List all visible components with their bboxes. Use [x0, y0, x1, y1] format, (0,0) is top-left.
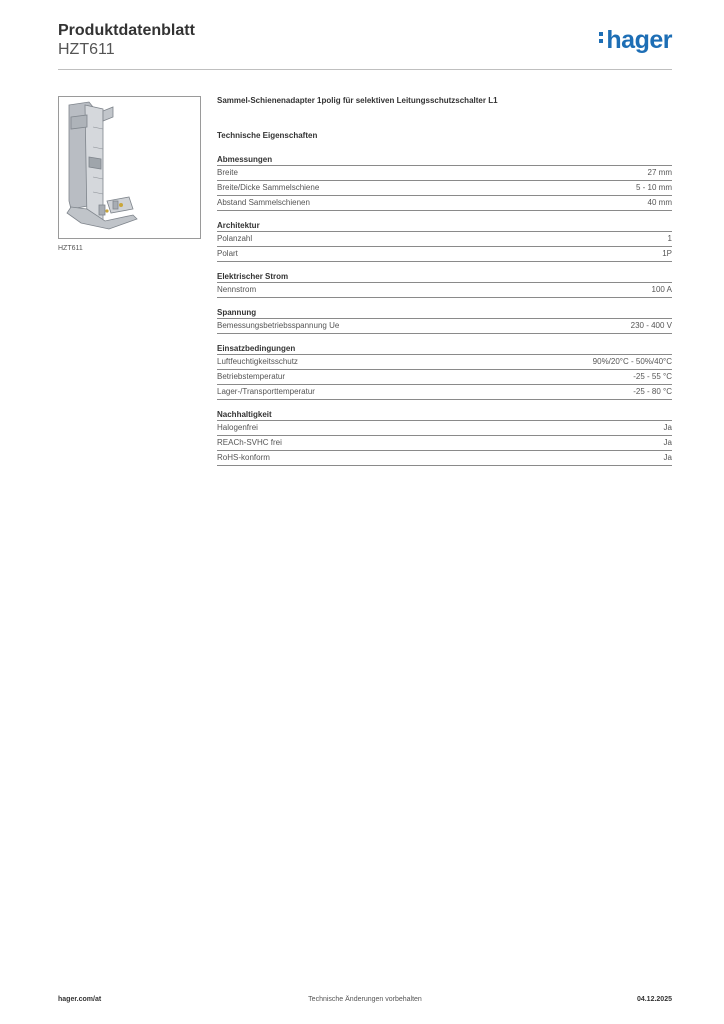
- section-title: Abmessungen: [217, 154, 672, 166]
- product-code: HZT611: [58, 41, 115, 58]
- image-caption: HZT611: [58, 245, 83, 252]
- spec-value: 5 - 10 mm: [635, 183, 672, 192]
- spec-row: [217, 232, 672, 247]
- spec-value: 90%/20°C - 50%/40°C: [592, 357, 672, 366]
- spec-section: [217, 307, 672, 334]
- hager-logo: [599, 26, 672, 55]
- spec-label: Polart: [217, 249, 238, 258]
- spec-label: Breite: [217, 168, 238, 177]
- footer-website-link[interactable]: hager.com/at: [58, 996, 102, 1003]
- spec-label: Lager-/Transporttemperatur: [217, 387, 315, 396]
- footer-date: 04.12.2025: [636, 996, 672, 1003]
- spec-label: REACh-SVHC frei: [217, 438, 282, 447]
- logo-dots-icon: [599, 32, 604, 46]
- spec-label: RoHS-konform: [217, 453, 270, 462]
- spec-section: [217, 154, 672, 211]
- specification-content: [217, 96, 672, 466]
- spec-row: [217, 166, 672, 181]
- spec-row: [217, 451, 672, 466]
- spec-value: -25 - 55 °C: [633, 372, 672, 381]
- spec-section: [217, 343, 672, 400]
- page-footer: [58, 996, 672, 1010]
- spec-label: Bemessungsbetriebsspannung Ue: [217, 321, 340, 330]
- spec-row: [217, 319, 672, 334]
- spec-value: -25 - 80 °C: [633, 387, 672, 396]
- product-image: [58, 96, 201, 239]
- spec-section: [217, 271, 672, 298]
- spec-row: [217, 385, 672, 400]
- spec-label: Halogenfrei: [217, 423, 258, 432]
- spec-value: 100 A: [651, 285, 672, 294]
- spec-row: [217, 355, 672, 370]
- spec-value: 27 mm: [647, 168, 672, 177]
- spec-section: [217, 220, 672, 262]
- spec-value: 40 mm: [647, 198, 672, 207]
- spec-label: Abstand Sammelschienen: [217, 198, 310, 207]
- section-title: Architektur: [217, 220, 672, 232]
- tech-properties-heading: Technische Eigenschaften: [217, 131, 318, 140]
- spec-value: Ja: [663, 423, 672, 432]
- footer-notice: Technische Änderungen vorbehalten: [308, 996, 422, 1003]
- spec-sections: [217, 154, 672, 466]
- section-title: Spannung: [217, 307, 672, 319]
- product-description: Sammel-Schienenadapter 1polig für selektiven Leitungsschutzschalter L1: [217, 96, 498, 105]
- section-title: Nachhaltigkeit: [217, 409, 672, 421]
- spec-value: 1P: [662, 249, 672, 258]
- spec-label: Betriebstemperatur: [217, 372, 286, 381]
- spec-value: 230 - 400 V: [630, 321, 672, 330]
- spec-row: [217, 436, 672, 451]
- spec-label: Nennstrom: [217, 285, 257, 294]
- spec-label: Polanzahl: [217, 234, 253, 243]
- spec-section: [217, 409, 672, 466]
- spec-row: [217, 196, 672, 211]
- spec-row: [217, 283, 672, 298]
- spec-value: Ja: [663, 438, 672, 447]
- page-header: [58, 20, 672, 70]
- spec-label: Breite/Dicke Sammelschiene: [217, 183, 320, 192]
- spec-row: [217, 181, 672, 196]
- spec-row: [217, 421, 672, 436]
- logo-text: hager: [606, 26, 672, 54]
- spec-label: Luftfeuchtigkeitsschutz: [217, 357, 298, 366]
- document-title: Produktdatenblatt: [58, 22, 195, 39]
- section-title: Einsatzbedingungen: [217, 343, 672, 355]
- section-title: Elektrischer Strom: [217, 271, 672, 283]
- spec-value: Ja: [663, 453, 672, 462]
- spec-value: 1: [667, 234, 672, 243]
- spec-row: [217, 247, 672, 262]
- busbar-adapter-icon: [59, 97, 200, 238]
- spec-row: [217, 370, 672, 385]
